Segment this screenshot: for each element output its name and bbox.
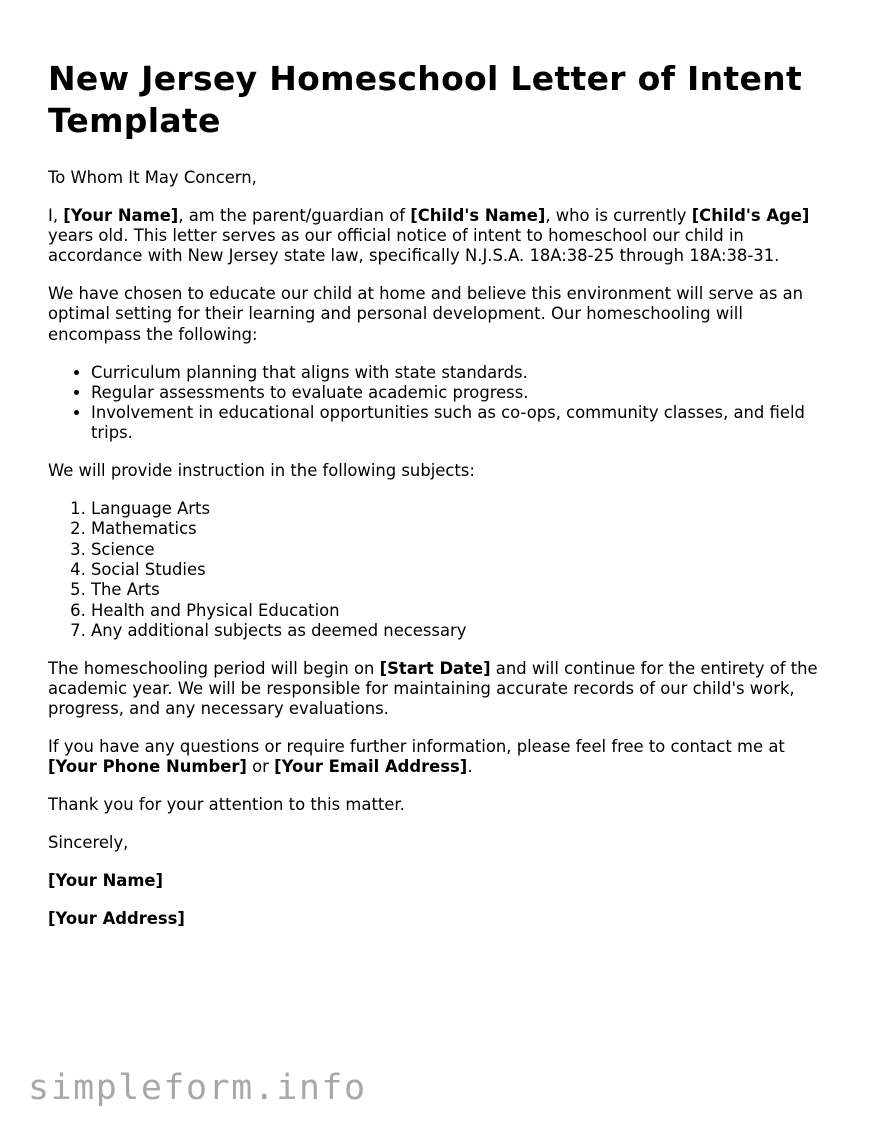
list-item: 6. Health and Physical Education bbox=[91, 601, 838, 621]
signature-address bbox=[48, 909, 838, 929]
subjects-list bbox=[48, 499, 838, 641]
salutation: To Whom It May Concern, bbox=[48, 168, 257, 187]
list-item: 4. Social Studies bbox=[91, 560, 838, 580]
intro-text-1: I, bbox=[48, 205, 64, 225]
period-paragraph bbox=[48, 659, 838, 720]
intro-text-2: , am the parent/guardian of bbox=[178, 205, 411, 225]
your-name-placeholder: [Your Name] bbox=[63, 205, 179, 225]
period-text-1: The homeschooling period will begin on bbox=[48, 658, 380, 678]
phone-placeholder: [Your Phone Number] bbox=[48, 757, 247, 777]
intro-text-3: , who is currently bbox=[545, 205, 692, 225]
list-item: • Curriculum planning that aligns with state standards. bbox=[91, 363, 838, 383]
contact-text-2: or bbox=[246, 757, 275, 777]
list-item: 1. Language Arts bbox=[91, 499, 838, 519]
list-item: • Regular assessments to evaluate academic progress. bbox=[91, 383, 838, 403]
contact-text-1: If you have any questions or require further information, please feel free to contact me at bbox=[48, 737, 785, 757]
letter-document bbox=[48, 58, 838, 946]
page-title: New Jersey Homeschool Letter of Intent Template bbox=[48, 59, 803, 140]
list-item: 3. Science bbox=[91, 540, 838, 560]
thanks-line: Thank you for your attention to this matter. bbox=[48, 795, 405, 815]
childs-age-placeholder: [Child's Age] bbox=[691, 205, 810, 225]
closing-line: Sincerely, bbox=[48, 832, 129, 852]
start-date-placeholder: [Start Date] bbox=[379, 658, 491, 678]
approach-list bbox=[48, 363, 838, 444]
watermark: simpleform.info bbox=[28, 1068, 367, 1108]
intro-text-4: years old. This letter serves as our official notice of intent to homeschool our child in accordance with New Jersey state law, specifically N.J.S.A. 18A:38-25 through 18A:38-31. bbox=[48, 226, 780, 266]
signature-name-placeholder: [Your Name] bbox=[48, 870, 164, 890]
subjects-intro: We will provide instruction in the following subjects: bbox=[48, 461, 475, 481]
period-text-2: and will continue for the entirety of the academic year. We will be responsible for maintaining accurate records of our child's work, progress, and any necessary evaluations. bbox=[48, 658, 818, 719]
list-item: 7. Any additional subjects as deemed necessary bbox=[91, 621, 838, 641]
environment-paragraph: We have chosen to educate our child at home and believe this environment will serve as an optimal setting for their learning and personal development. Our homeschooling will encompass the following: bbox=[48, 284, 804, 344]
email-placeholder: [Your Email Address] bbox=[274, 757, 468, 777]
signature-address-placeholder: [Your Address] bbox=[48, 908, 185, 928]
intro-paragraph bbox=[48, 206, 838, 267]
contact-paragraph bbox=[48, 737, 838, 778]
list-item: 5. The Arts bbox=[91, 580, 838, 600]
childs-name-placeholder: [Child's Name] bbox=[410, 205, 546, 225]
list-item: • Involvement in educational opportunities such as co-ops, community classes, and field trips. bbox=[91, 403, 838, 444]
list-item: 2. Mathematics bbox=[91, 519, 838, 539]
contact-text-3: . bbox=[467, 757, 473, 777]
signature-name bbox=[48, 871, 838, 891]
